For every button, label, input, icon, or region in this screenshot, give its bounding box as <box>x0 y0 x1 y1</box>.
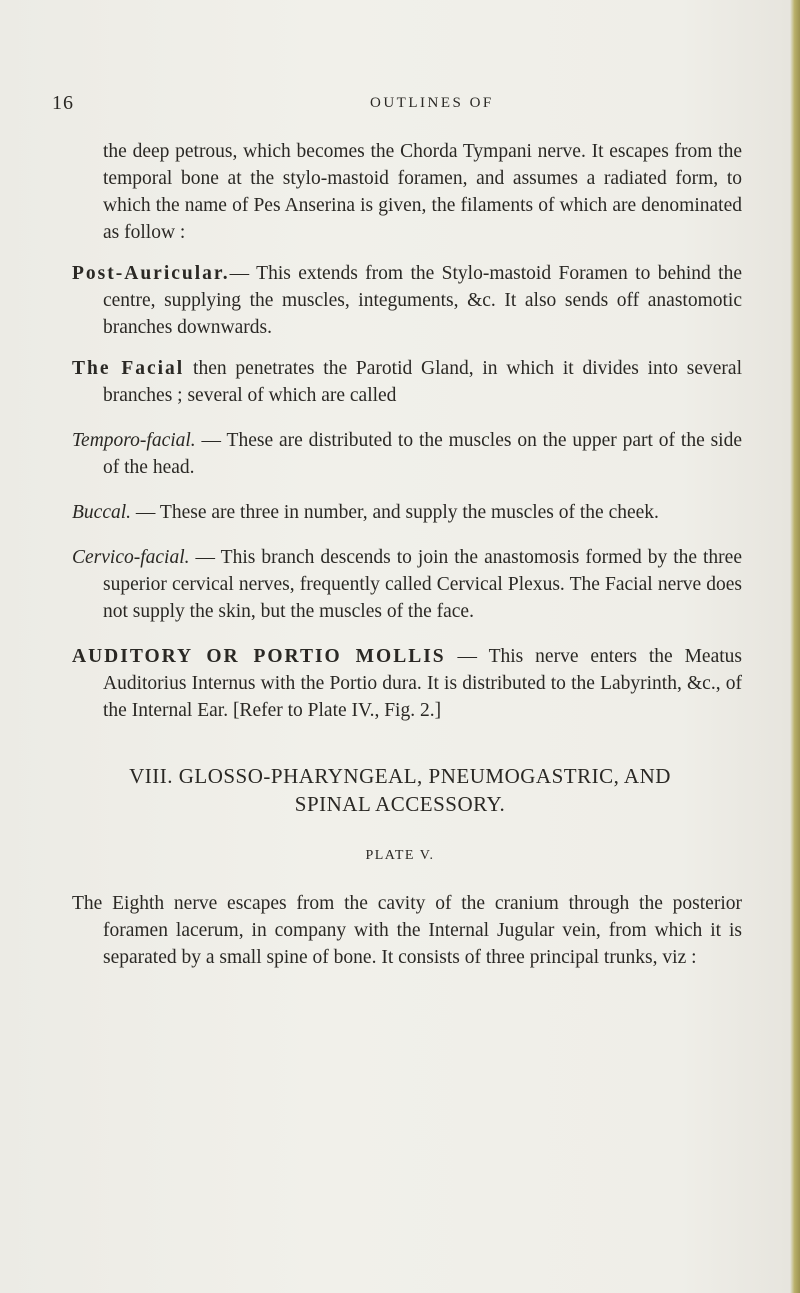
section-title-line-1: VIII. GLOSSO-PHARYNGEAL, PNEUMOGASTRIC, AND <box>129 764 671 788</box>
post-auricular-term: Post-Auricular. <box>72 263 230 284</box>
intro-text: the deep petrous, which becomes the Chorda Tympani nerve. It escapes from the temporal bone at the stylo-mastoid foramen, and assumes a radiated form, to which the name of Pes Anserina is given, the filaments of which are denominated as follow : <box>103 141 742 243</box>
post-auricular-text: — This extends from the Stylo-mastoid Foramen to behind the centre, supplying the muscles, integuments, &c. It also sends off anastomotic branches downwards. <box>103 263 742 338</box>
running-title: OUTLINES OF <box>370 95 494 111</box>
temporo-facial-text: — These are distributed to the muscles on the upper part of the side of the head. <box>103 430 742 478</box>
facial-text: then penetrates the Parotid Gland, in which it divides into several branches ; several of which are called <box>103 358 742 406</box>
running-head <box>52 92 752 122</box>
cervico-facial-term: Cervico-facial. <box>72 547 190 568</box>
plate-label: PLATE V. <box>365 848 435 863</box>
buccal-paragraph <box>0 499 800 526</box>
auditory-text: — This nerve enters the Meatus Auditorius Internus with the Portio dura. It is distributed to the Labyrinth, &c., of the Internal Ear. [Refer to Plate IV., Fig. 2.] <box>103 646 742 721</box>
cervico-facial-paragraph <box>0 544 800 625</box>
auditory-term: AUDITORY OR PORTIO MOLLIS <box>72 646 446 667</box>
section-title <box>0 762 800 818</box>
plate-spacer <box>0 818 800 848</box>
page-number: 16 <box>52 92 74 114</box>
temporo-facial-term: Temporo-facial. <box>72 430 196 451</box>
post-auricular-paragraph <box>0 260 800 341</box>
buccal-text: — These are three in number, and supply the muscles of the cheek. <box>131 502 659 523</box>
facial-term: The Facial <box>72 358 185 379</box>
body-spacer <box>0 864 800 890</box>
cervico-facial-text: — This branch descends to join the anastomosis formed by the three superior cervical nerves, frequently called Cervical Plexus. The Facial nerve does not supply the skin, but the muscles of the face. <box>103 547 742 622</box>
eighth-nerve-paragraph <box>0 890 800 971</box>
page-content <box>0 138 800 971</box>
eighth-nerve-text: The Eighth nerve escapes from the cavity of the cranium through the posterior foramen lacerum, in company with the Internal Jugular vein, from which it is separated by a small spine of bone. It consists of three principal trunks, viz : <box>72 893 742 968</box>
temporo-facial-paragraph <box>0 427 800 481</box>
auditory-paragraph <box>0 643 800 724</box>
intro-paragraph <box>0 138 800 246</box>
facial-paragraph <box>0 355 800 409</box>
section-title-line-2: SPINAL ACCESSORY. <box>294 792 506 816</box>
section-spacer <box>0 724 800 762</box>
buccal-term: Buccal. <box>72 502 132 523</box>
